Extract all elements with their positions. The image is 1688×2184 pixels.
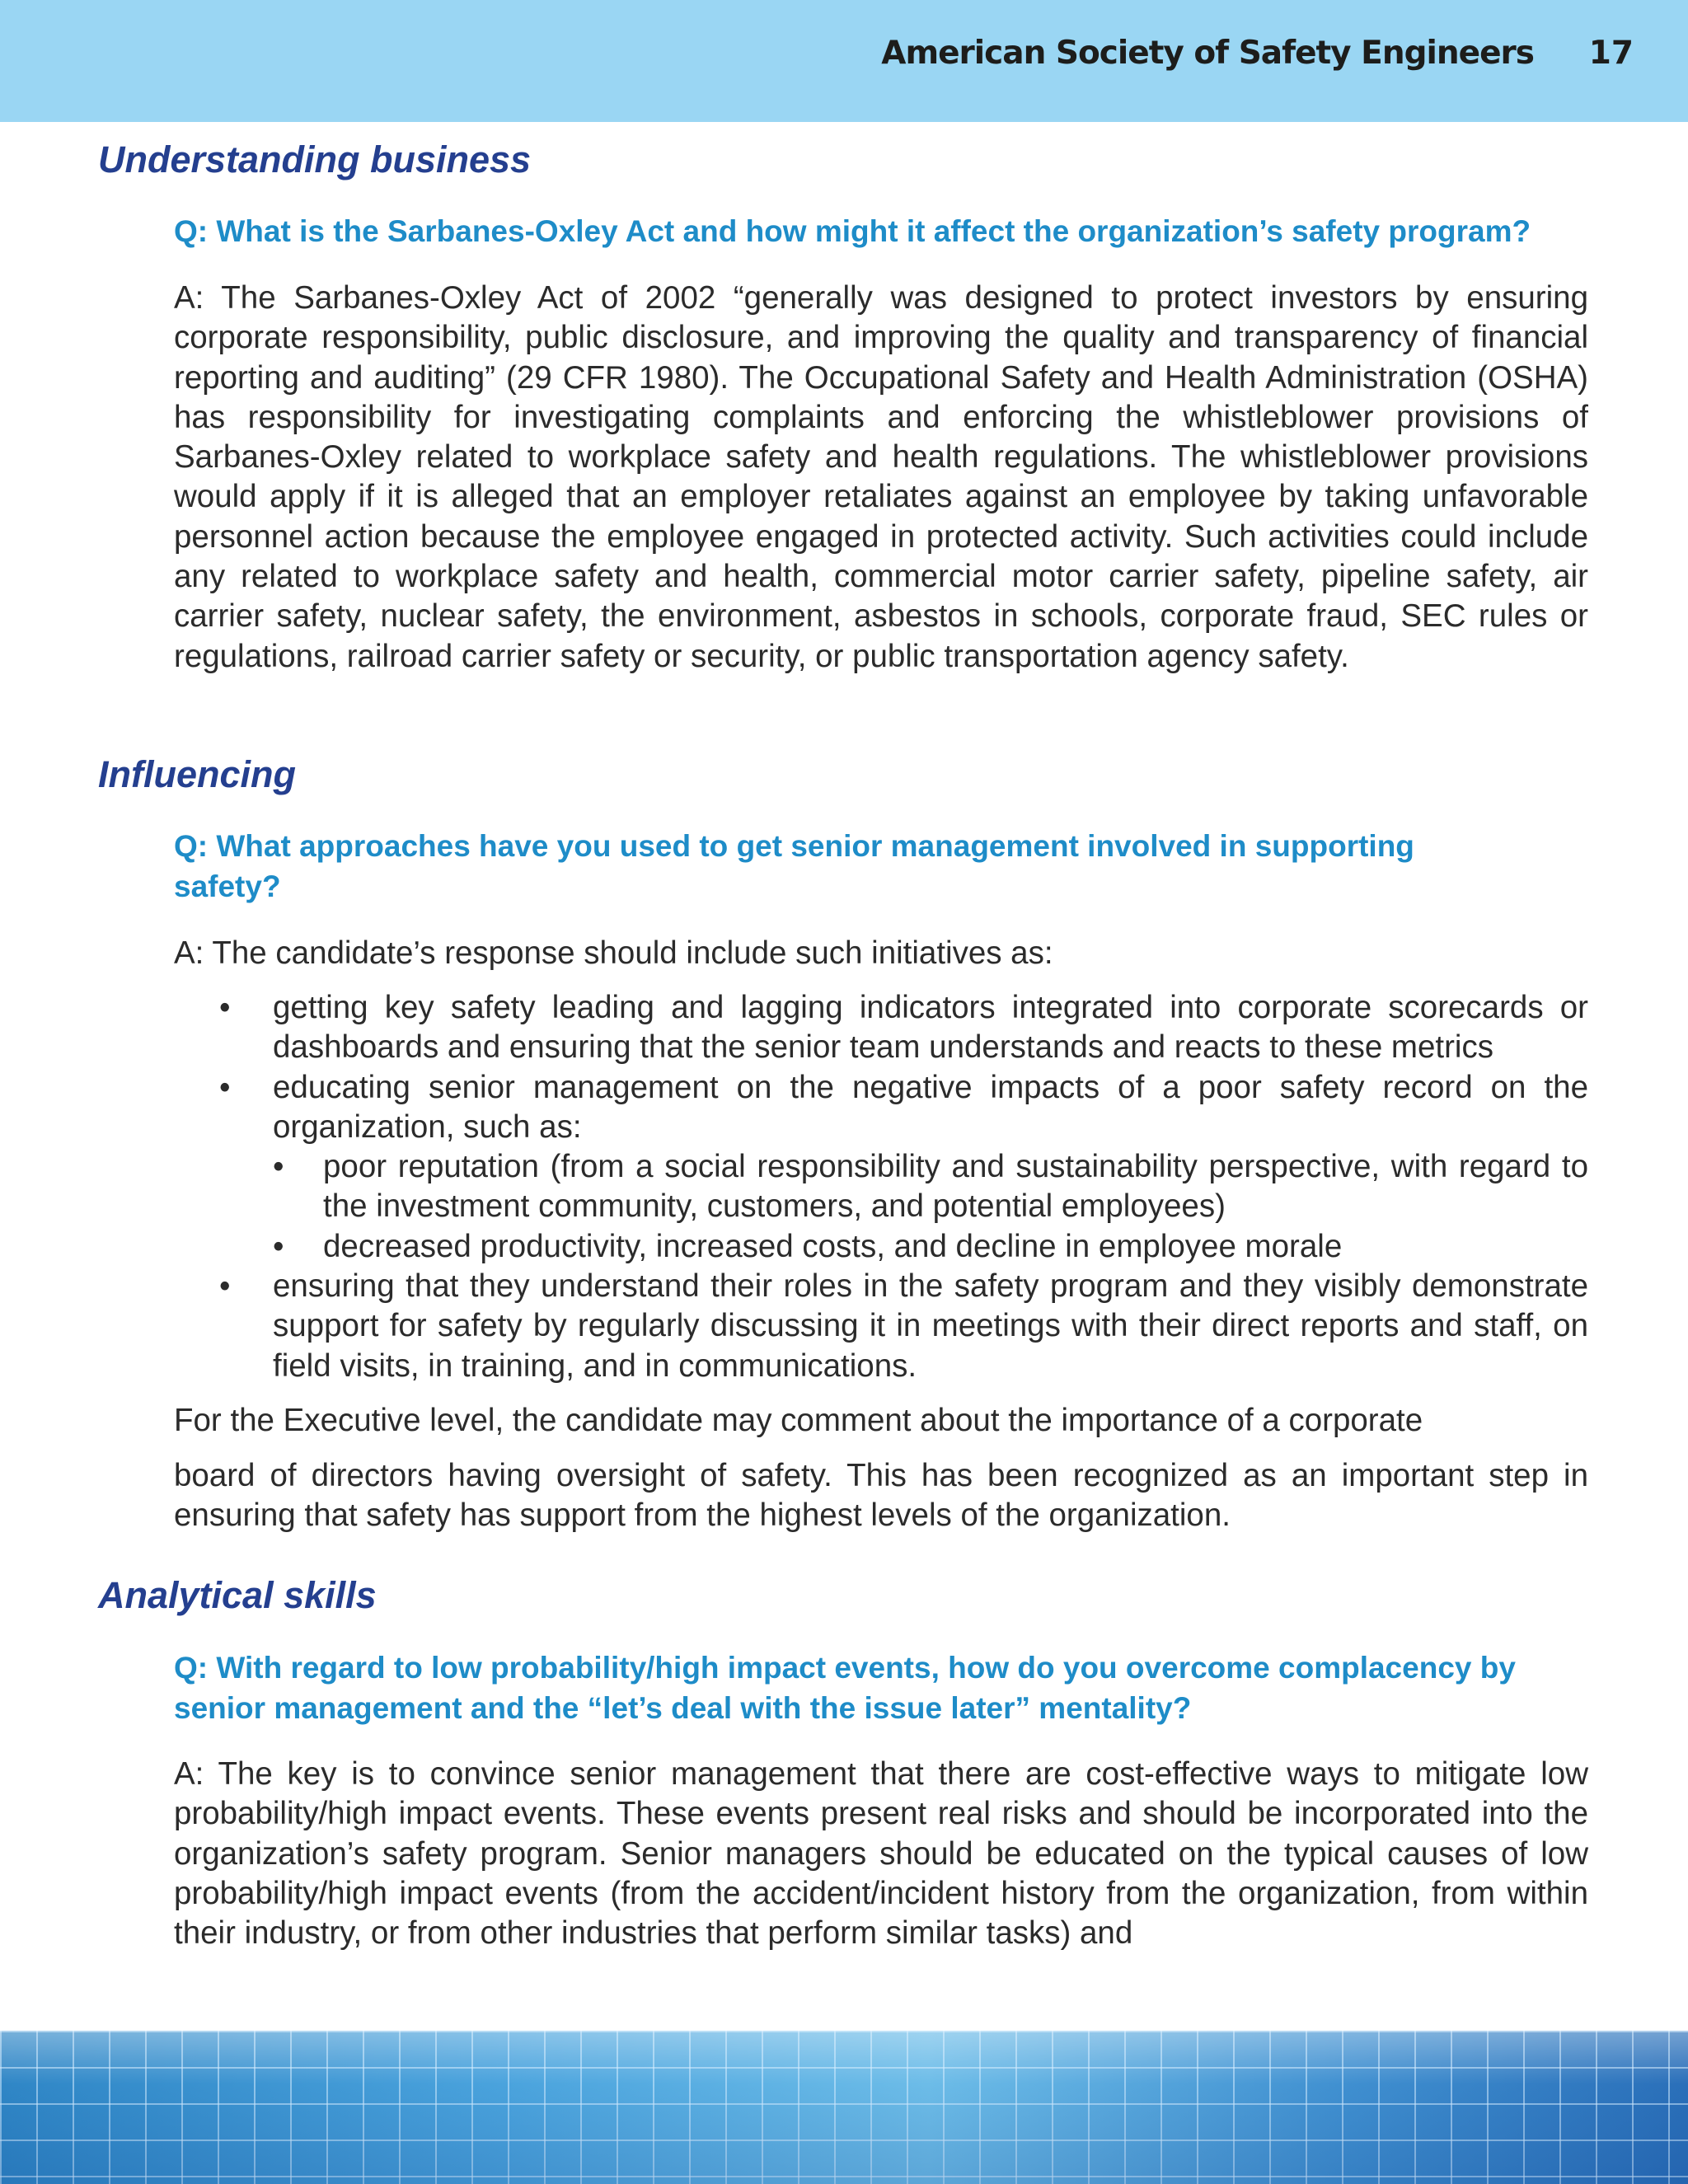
question-sarbanes-oxley: Q: What is the Sarbanes-Oxley Act and how might it affect the organization’s safety program? [174, 214, 1531, 248]
list-item-text: getting key safety leading and lagging indicators integrated into corporate scorecards or dashboards and ensuring that the senior team understands and reacts to these metrics [273, 990, 1588, 1066]
executive-level-paragraph: board of directors having oversight of safety. This has been recognized as an important step in ensuring that safety has support from the highest levels of the organization. [174, 1458, 1588, 1534]
list-item-text: educating senior management on the negative impacts of a poor safety record on the organization, such as: [273, 1069, 1588, 1145]
sub-list [273, 1147, 1588, 1267]
list-item [174, 1267, 1588, 1386]
list-item-text: ensuring that they understand their roles in the safety program and they visibly demonstrate support for safety by regularly discussing it in meetings with their direct reports and staff, on field visits, in training, and in communications. [273, 1268, 1588, 1384]
list-item [174, 1068, 1588, 1267]
section-heading-analytical-skills: Analytical skills [98, 1574, 377, 1616]
question-senior-management: Q: What approaches have you used to get senior management involved in supporting safety? [174, 829, 1414, 903]
list-item [174, 988, 1588, 1068]
bullet-dot-icon: • [219, 990, 231, 1025]
bullet-dot-icon: • [219, 1069, 231, 1105]
section-heading-understanding-business: Understanding business [98, 138, 532, 180]
section-heading-influencing: Influencing [98, 753, 296, 795]
header-band [0, 0, 1688, 122]
bullet-dot-icon: • [273, 1228, 284, 1264]
executive-level-line: For the Executive level, the candidate may comment about the importance of a corporate [174, 1403, 1423, 1438]
header-organization: American Society of Safety Engineers [881, 35, 1534, 72]
bullet-dot-icon: • [219, 1268, 231, 1305]
question-low-probability: Q: With regard to low probability/high impact events, how do you overcome complacency by senior management and the “let’s deal with the issue later” mentality? [174, 1651, 1516, 1725]
sub-list-item [273, 1147, 1588, 1227]
bullet-dot-icon: • [273, 1149, 284, 1185]
footer-highlight [0, 2031, 1688, 2184]
initiatives-list [174, 988, 1588, 1386]
footer-grid-band [0, 2031, 1688, 2184]
answer-sarbanes-oxley: A: The Sarbanes-Oxley Act of 2002 “generally was designed to protect investors by ensuring corporate responsibility, public disclosure, and improving the quality and transparency of financial reporting and auditing” (29 CFR 1980). The Occupational Safety and Health Administration (OSHA) has responsibility for investigating complaints and enforcing the whistleblower provisions of Sarbanes-Oxley related to workplace safety and health regulations. The whistleblower provisions would apply if it is alleged that an employer retaliates against an employee by taking unfavorable personnel action because the employee engaged in protected activity. Such activities could include any related to workplace safety and health, commercial motor carrier safety, pipeline safety, air carrier safety, nuclear safety, the environment, asbestos in schools, corporate fraud, SEC rules or regulations, railroad carrier safety or security, or public transportation agency safety. [174, 280, 1588, 674]
answer-low-probability: A: The key is to convince senior management that there are cost-effective ways to mitigate low probability/high impact events. These events present real risks and should be incorporated into the organization’s safety program. Senior managers should be educated on the typical causes of low probability/high impact events (from the accident/incident history from the organization, from within their industry, or from other industries that perform similar tasks) and [174, 1756, 1588, 1952]
sub-list-item-text: decreased productivity, increased costs, and decline in employee morale [323, 1228, 1343, 1264]
sub-list-item-text: poor reputation (from a social responsibility and sustainability perspective, with regard to the investment community, customers, and potential employees) [323, 1149, 1588, 1225]
page-number: 17 [1588, 35, 1634, 72]
sub-list-item [273, 1227, 1588, 1267]
answer-intro: A: The candidate’s response should include such initiatives as: [174, 935, 1053, 971]
